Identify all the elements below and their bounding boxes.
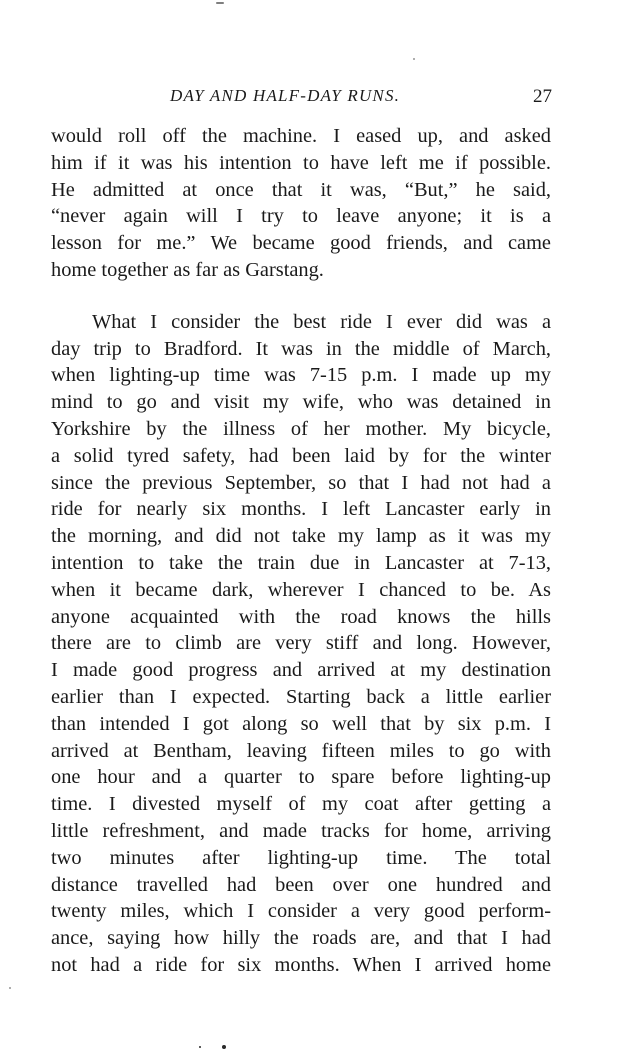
text-line: What I consider the best ride I ever did was a [92,310,551,333]
body-text [51,123,551,979]
paragraph-gap [51,284,551,309]
scan-speck [413,58,415,60]
text-line: one hour and a quarter to spare before lighting-up [51,766,551,789]
text-line: time. I divested myself of my coat after getting a [51,793,551,816]
text-line: would roll off the machine. I eased up, and asked [51,125,551,147]
text-line: ance, saying how hilly the roads are, and that I had [51,927,551,950]
text-line: He admitted at once that it was, “But,” he said, [51,178,551,201]
text-line: ride for nearly six months. I left Lancaster early in [51,498,551,521]
text-line: “never again will I try to leave anyone; it is a [51,205,551,228]
text-line: lesson for me.” We became good friends, and came [51,232,551,255]
text-line: the morning, and did not take my lamp as it was my [51,525,551,548]
text-line: home together as far as Garstang. [51,258,324,281]
text-line: distance travelled had been over one hundred and [51,873,551,896]
text-line: not had a ride for six months. When I arrived home [51,953,551,976]
text-line: day trip to Bradford. It was in the middle of March, [51,337,551,360]
running-title: DAY AND HALF-DAY RUNS. [170,86,401,105]
text-line: twenty miles, which I consider a very good perform- [51,900,551,923]
scan-speck [222,1045,226,1049]
text-line: mind to go and visit my wife, who was detained in [51,391,551,414]
text-line: a solid tyred safety, had been laid by for the winter [51,444,551,467]
text-line: I made good progress and arrived at my destination [51,659,551,682]
text-line: two minutes after lighting-up time. The total [51,846,551,869]
text-line: Yorkshire by the illness of her mother. My bicycle, [51,417,551,440]
text-line: than intended I got along so well that by six p.m. I [51,712,551,735]
paragraph-2 [51,309,551,979]
paragraph-1 [51,123,551,284]
text-line: arrived at Bentham, leaving fifteen miles to go with [51,739,551,762]
text-line: when it became dark, wherever I chanced to be. As [51,578,551,601]
scan-speck [216,2,224,4]
page-number: 27 [533,86,552,107]
text-line: since the previous September, so that I had not had a [51,471,551,494]
scan-speck [199,1046,201,1048]
text-line: anyone acquainted with the road knows the hills [51,605,551,628]
page-header [50,86,552,110]
text-line: earlier than I expected. Starting back a little earlier [51,685,551,708]
scan-speck [9,987,11,989]
text-line: intention to take the train due in Lancaster at 7-13, [51,551,551,574]
text-line: there are to climb are very stiff and long. However, [51,632,551,655]
text-line: little refreshment, and made tracks for home, arriving [51,819,551,842]
text-line: him if it was his intention to have left me if possible. [51,151,551,174]
text-line: when lighting-up time was 7-15 p.m. I made up my [51,364,551,387]
